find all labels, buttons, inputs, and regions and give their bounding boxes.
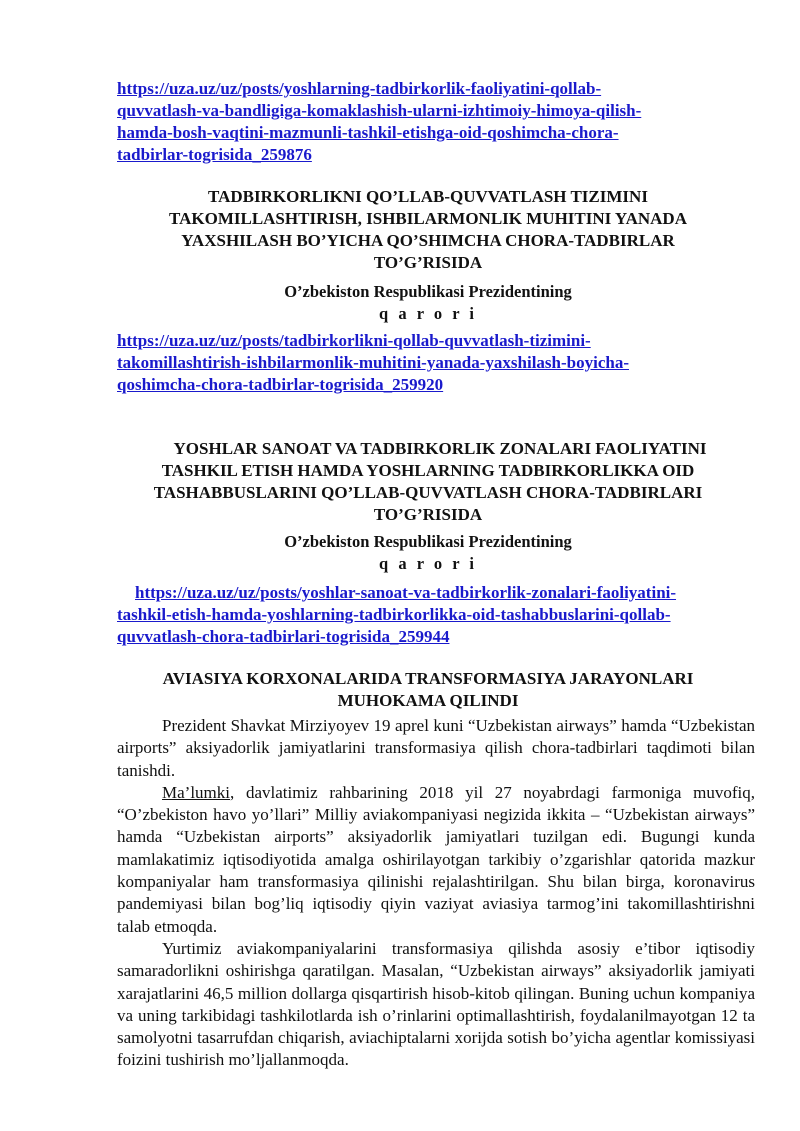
malumki-link[interactable]: Ma’lumki (162, 782, 230, 802)
paragraph (117, 782, 755, 938)
link-line[interactable]: https://uza.uz/uz/posts/tadbirkorlikni-qollab-quvvatlash-tizimini- (117, 331, 591, 350)
title-line: MUHOKAMA QILINDI (337, 691, 519, 710)
link-line[interactable]: tashkil-etish-hamda-yoshlarning-tadbirkorlikka-oid-tashabbuslarini-qollab- (117, 605, 671, 624)
article-link-2[interactable] (117, 330, 629, 396)
title-line: YOSHLAR SANOAT VA TADBIRKORLIK ZONALARI FAOLIYATINI (173, 439, 707, 458)
paragraph-text: , davlatimiz rahbarining 2018 yil 27 noyabrdagi farmoniga muvofiq, “O’zbekiston havo yo’llari” Milliy aviakompaniyasi negizida ikkita – “Uzbekistan airways” hamda “Uzbekistan airports” aksiyadorlik jamiyatlari tuzilgan edi. Bugungi kunda mamlakatimiz iqtisodiyotida amalga oshirilayotgan tarkibiy o’zgarishlar qatorida mazkur kompaniyalar ham transformasiya qilinishi rejalashtirilgan. Shu bilan birga, koronavirus pandemiyasi bilan bog’liq iqtisodiy qiyin vaziyat aviasiya tarmog’ini takomillashtirishni talab etmoqda. (117, 782, 755, 936)
section-2-qarori: q a r o r i (379, 554, 477, 573)
paragraph: Yurtimiz aviakompaniyalarini transformasiya qilishda asosiy e’tibor iqtisodiy samaradorlikni oshirishga qaratilgan. Masalan, “Uzbekistan airways” aksiyadorlik jamiyati xarajatlarini 46,5 million dollarga qisqartirish hisob-kitob qilingan. Buning uchun kompaniya va uning tarkibidagi tashkilotlarda ish o’rinlarini optimallashtirish, foydalanilmayotgan 12 ta samolyotni tasarrufdan chiqarish, aviachiptalarni xorijda sotish bo’yicha agentlar komissiyasi foizini tushirish mo’ljallanmoqda. (117, 938, 755, 1070)
article-link-1[interactable] (117, 78, 641, 166)
article-body (117, 715, 755, 1072)
link-line[interactable]: tadbirlar-togrisida_259876 (117, 145, 312, 164)
section-3-title (100, 668, 756, 712)
section-1-subtitle: O’zbekiston Respublikasi Prezidentining (284, 282, 572, 301)
title-line: TO’G’RISIDA (373, 253, 483, 272)
title-line: TADBIRKORLIKNI QO’LLAB-QUVVATLASH TIZIMINI (208, 187, 648, 206)
link-line[interactable]: hamda-bosh-vaqtini-mazmunli-tashkil-etishga-oid-qoshimcha-chora- (117, 123, 619, 142)
title-line: TO’G’RISIDA (373, 505, 483, 524)
section-2-subtitle: O’zbekiston Respublikasi Prezidentining (284, 532, 572, 551)
link-line[interactable]: qoshimcha-chora-tadbirlar-togrisida_259920 (117, 375, 444, 394)
link-line[interactable]: https://uza.uz/uz/posts/yoshlarning-tadbirkorlik-faoliyatini-qollab- (117, 79, 602, 98)
title-line: AVIASIYA KORXONALARIDA TRANSFORMASIYA JARAYONLARI (162, 669, 694, 688)
title-line: TAKOMILLASHTIRISH, ISHBILARMONLIK MUHITINI YANADA (169, 209, 687, 228)
paragraph: Prezident Shavkat Mirziyoyev 19 aprel kuni “Uzbekistan airways” hamda “Uzbekistan airports” aksiyadorlik jamiyatlarini transformasiya qilish chora-tadbirlari taqdimoti bilan tanishdi. (117, 716, 755, 780)
link-line[interactable]: quvvatlash-chora-tadbirlari-togrisida_259944 (117, 627, 450, 646)
title-line: YAXSHILASH BO’YICHA QO’SHIMCHA CHORA-TADBIRLAR (181, 231, 675, 250)
link-line[interactable]: takomillashtirish-ishbilarmonlik-muhitini-yanada-yaxshilash-boyicha- (117, 353, 629, 372)
section-1-qarori: q a r o r i (379, 304, 477, 323)
section-1-title (100, 186, 756, 274)
article-link-3[interactable] (117, 582, 676, 648)
link-line[interactable]: https://uza.uz/uz/posts/yoshlar-sanoat-va-tadbirkorlik-zonalari-faoliyatini- (135, 583, 677, 602)
section-2-title (100, 438, 756, 526)
title-line: TASHABBUSLARINI QO’LLAB-QUVVATLASH CHORA-TADBIRLARI (153, 483, 703, 502)
link-line[interactable]: quvvatlash-va-bandligiga-komaklashish-ularni-izhtimoiy-himoya-qilish- (117, 101, 642, 120)
title-line: TASHKIL ETISH HAMDA YOSHLARNING TADBIRKORLIKKA OID (161, 461, 695, 480)
